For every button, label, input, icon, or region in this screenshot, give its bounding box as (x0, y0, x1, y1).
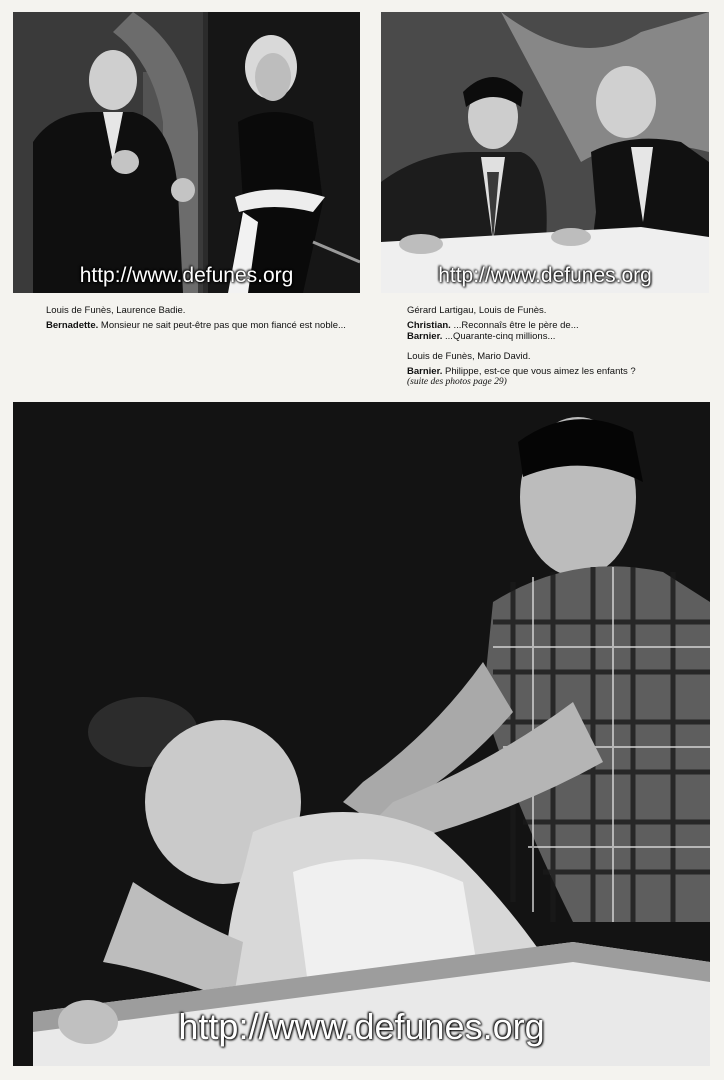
desk-scene-illustration (381, 12, 709, 293)
dialogue-text: Philippe, est-ce que vous aimez les enfants ? (442, 366, 636, 377)
speaker-name: Barnier. (407, 366, 443, 377)
dialogue-line (46, 320, 346, 331)
caption-top-left (46, 305, 346, 331)
photo-top-right (381, 12, 709, 293)
dialogue-line (407, 320, 707, 331)
speaker-name: Bernadette. (46, 320, 99, 331)
dialogue-line (407, 331, 707, 342)
continued-note: (suite des photos page 29) (407, 377, 507, 387)
speaker-name: Barnier. (407, 331, 443, 342)
photo-bottom (13, 402, 710, 1066)
dialogue-text: Monsieur ne sait peut-être pas que mon fiancé est noble... (98, 320, 346, 331)
speaker-name: Christian. (407, 320, 451, 331)
watermark-text: http://www.defunes.org (79, 264, 294, 287)
photo-credit: Louis de Funès, Mario David. (407, 351, 531, 362)
dialogue-text: ...Reconnaîs être le père de... (450, 320, 579, 331)
photo-credit: Louis de Funès, Laurence Badie. (46, 305, 186, 316)
stage-scene-illustration (13, 12, 360, 293)
dialogue-line (407, 366, 707, 377)
watermark-text: http://www.defunes.org (178, 1006, 545, 1047)
photo-credit: Gérard Lartigau, Louis de Funès. (407, 305, 547, 316)
caption-top-right (407, 305, 707, 388)
dialogue-text: ...Quarante-cinq millions... (442, 331, 556, 342)
watermark-text: http://www.defunes.org (438, 264, 652, 287)
massage-scene-illustration (13, 402, 710, 1066)
photo-top-left (13, 12, 360, 293)
